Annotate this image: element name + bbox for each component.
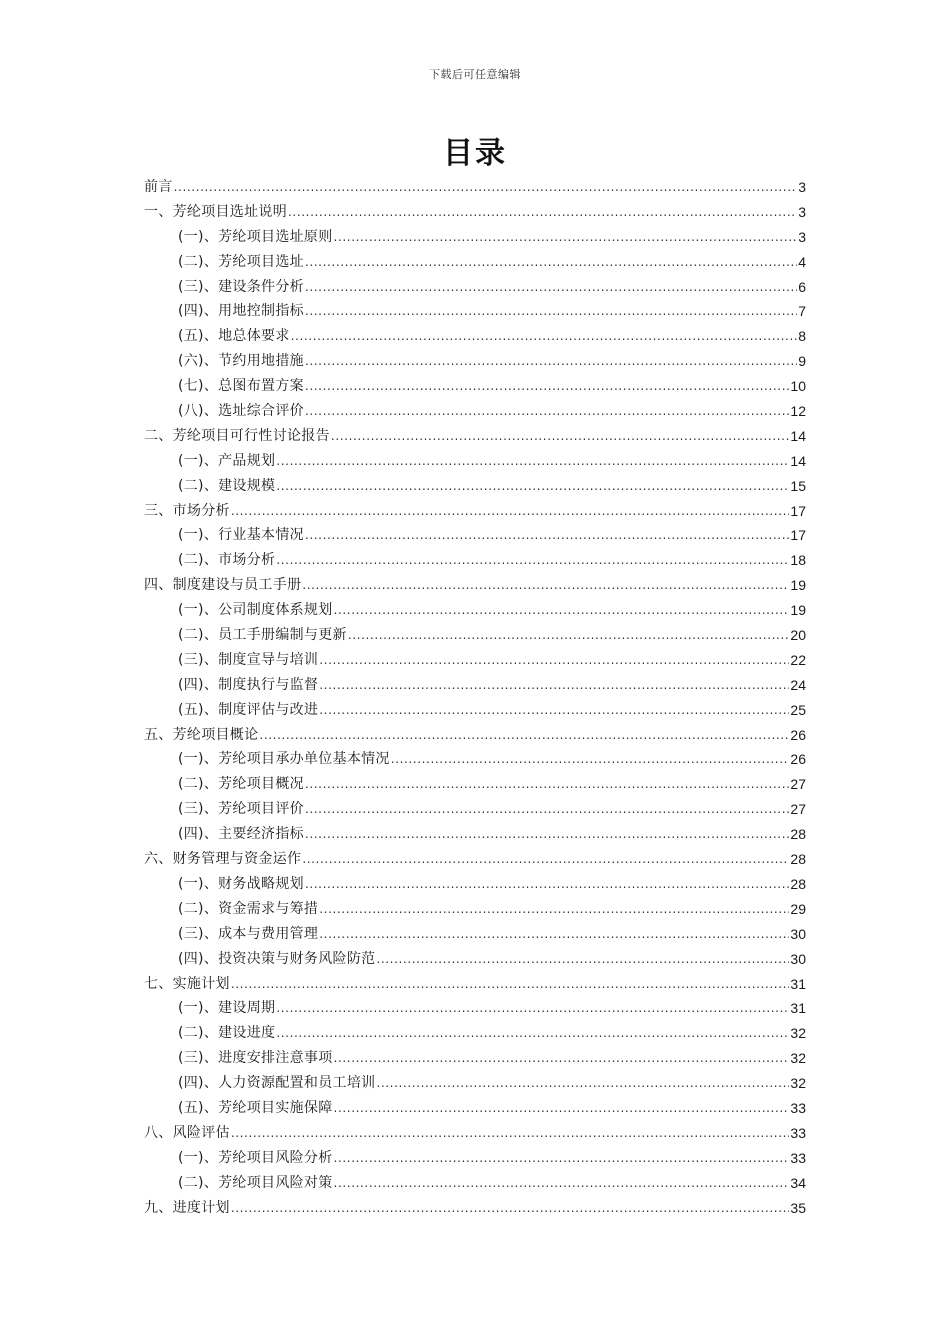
toc-entry[interactable] bbox=[144, 947, 806, 972]
toc-entry[interactable] bbox=[144, 324, 806, 349]
toc-entry[interactable] bbox=[144, 449, 806, 474]
toc-dot-leader bbox=[305, 399, 789, 424]
toc-dot-leader bbox=[331, 424, 790, 449]
toc-entry-label: 二、芳纶项目可行性讨论报告 bbox=[144, 427, 330, 444]
toc-entry[interactable] bbox=[144, 847, 806, 872]
toc-entry[interactable] bbox=[144, 250, 806, 275]
toc-entry-page-number: 30 bbox=[790, 950, 806, 967]
toc-dot-leader bbox=[334, 598, 790, 623]
toc-entry[interactable] bbox=[144, 200, 806, 225]
toc-entry[interactable] bbox=[144, 275, 806, 300]
toc-entry-label: (二)、建设规模 bbox=[178, 477, 276, 494]
table-of-contents bbox=[144, 175, 806, 1220]
toc-entry-label: (四)、用地控制指标 bbox=[178, 303, 304, 320]
toc-entry-label: (一)、财务战略规划 bbox=[178, 875, 304, 892]
toc-entry-label: (四)、制度执行与监督 bbox=[178, 676, 319, 693]
toc-entry-label: (一)、建设周期 bbox=[178, 1000, 276, 1017]
toc-dot-leader bbox=[276, 548, 789, 573]
toc-entry[interactable] bbox=[144, 922, 806, 947]
toc-entry-label: 九、进度计划 bbox=[144, 1199, 230, 1216]
toc-entry-label: (二)、建设进度 bbox=[178, 1025, 276, 1042]
toc-entry-label: (五)、地总体要求 bbox=[178, 328, 290, 345]
toc-entry-page-number: 28 bbox=[790, 875, 806, 892]
toc-entry[interactable] bbox=[144, 225, 806, 250]
toc-entry-label: (一)、公司制度体系规划 bbox=[178, 602, 333, 619]
toc-entry-page-number: 32 bbox=[790, 1050, 806, 1067]
toc-entry-page-number: 14 bbox=[790, 427, 806, 444]
toc-dot-leader bbox=[231, 499, 790, 524]
toc-dot-leader bbox=[302, 573, 789, 598]
toc-entry-page-number: 10 bbox=[790, 378, 806, 395]
toc-dot-leader bbox=[276, 1021, 789, 1046]
toc-dot-leader bbox=[305, 822, 789, 847]
toc-dot-leader bbox=[334, 1171, 790, 1196]
toc-entry-label: 一、芳纶项目选址说明 bbox=[144, 203, 287, 220]
toc-entry-label: 八、风险评估 bbox=[144, 1124, 230, 1141]
toc-entry-page-number: 14 bbox=[790, 452, 806, 469]
toc-entry[interactable] bbox=[144, 1171, 806, 1196]
toc-entry[interactable] bbox=[144, 548, 806, 573]
toc-dot-leader bbox=[291, 324, 798, 349]
toc-entry[interactable] bbox=[144, 897, 806, 922]
toc-dot-leader bbox=[276, 449, 789, 474]
toc-entry-page-number: 19 bbox=[790, 577, 806, 594]
toc-entry[interactable] bbox=[144, 872, 806, 897]
toc-entry-page-number: 31 bbox=[790, 975, 806, 992]
toc-entry[interactable] bbox=[144, 1046, 806, 1071]
toc-entry-label: 三、市场分析 bbox=[144, 502, 230, 519]
toc-entry[interactable] bbox=[144, 996, 806, 1021]
toc-entry-page-number: 8 bbox=[798, 328, 806, 345]
toc-dot-leader bbox=[305, 797, 789, 822]
toc-entry[interactable] bbox=[144, 972, 806, 997]
toc-entry-page-number: 25 bbox=[790, 701, 806, 718]
toc-dot-leader bbox=[231, 972, 790, 997]
toc-entry-page-number: 19 bbox=[790, 602, 806, 619]
toc-entry-label: (二)、市场分析 bbox=[178, 552, 276, 569]
toc-dot-leader bbox=[376, 947, 789, 972]
toc-entry[interactable] bbox=[144, 1146, 806, 1171]
toc-entry-page-number: 17 bbox=[790, 502, 806, 519]
toc-entry-page-number: 24 bbox=[790, 676, 806, 693]
toc-entry[interactable] bbox=[144, 598, 806, 623]
toc-entry-label: (二)、芳纶项目选址 bbox=[178, 253, 304, 270]
toc-entry-label: (四)、投资决策与财务风险防范 bbox=[178, 950, 376, 967]
toc-entry[interactable] bbox=[144, 1121, 806, 1146]
toc-entry-page-number: 32 bbox=[790, 1025, 806, 1042]
toc-entry-label: (八)、选址综合评价 bbox=[178, 403, 304, 420]
toc-entry-label: (一)、芳纶项目选址原则 bbox=[178, 228, 333, 245]
toc-dot-leader bbox=[305, 872, 789, 897]
toc-entry[interactable] bbox=[144, 374, 806, 399]
toc-dot-leader bbox=[305, 349, 797, 374]
toc-dot-leader bbox=[391, 747, 790, 772]
toc-dot-leader bbox=[319, 648, 789, 673]
toc-entry-label: (七)、总图布置方案 bbox=[178, 378, 304, 395]
toc-entry-label: (二)、芳纶项目概况 bbox=[178, 776, 304, 793]
toc-entry-label: (一)、芳纶项目承办单位基本情况 bbox=[178, 751, 390, 768]
toc-entry-label: 前言 bbox=[144, 179, 173, 195]
toc-entry-label: (四)、主要经济指标 bbox=[178, 826, 304, 843]
toc-entry-page-number: 12 bbox=[790, 403, 806, 420]
toc-entry[interactable] bbox=[144, 424, 806, 449]
toc-dot-leader bbox=[305, 299, 797, 324]
toc-entry-page-number: 26 bbox=[790, 751, 806, 768]
toc-dot-leader bbox=[348, 623, 790, 648]
toc-entry[interactable] bbox=[144, 1021, 806, 1046]
toc-entry[interactable] bbox=[144, 623, 806, 648]
toc-entry[interactable] bbox=[144, 349, 806, 374]
toc-dot-leader bbox=[276, 996, 789, 1021]
toc-entry-page-number: 3 bbox=[798, 179, 806, 195]
toc-entry-page-number: 32 bbox=[790, 1075, 806, 1092]
toc-entry-page-number: 15 bbox=[790, 477, 806, 494]
toc-entry-page-number: 20 bbox=[790, 627, 806, 644]
toc-entry-label: (二)、芳纶项目风险对策 bbox=[178, 1174, 333, 1191]
toc-entry-label: (二)、资金需求与筹措 bbox=[178, 900, 319, 917]
toc-entry-page-number: 18 bbox=[790, 552, 806, 569]
toc-entry-page-number: 9 bbox=[798, 353, 806, 370]
toc-entry-label: (一)、产品规划 bbox=[178, 452, 276, 469]
toc-entry-label: (三)、建设条件分析 bbox=[178, 278, 304, 295]
toc-dot-leader bbox=[305, 275, 797, 300]
toc-entry-page-number: 17 bbox=[790, 527, 806, 544]
toc-entry-label: (一)、行业基本情况 bbox=[178, 527, 304, 544]
toc-entry[interactable] bbox=[144, 1096, 806, 1121]
toc-dot-leader bbox=[288, 200, 797, 225]
toc-entry-page-number: 28 bbox=[790, 851, 806, 868]
toc-entry-label: 五、芳纶项目概论 bbox=[144, 726, 259, 743]
toc-entry-page-number: 4 bbox=[798, 253, 806, 270]
toc-entry-page-number: 26 bbox=[790, 726, 806, 743]
toc-entry[interactable] bbox=[144, 573, 806, 598]
toc-entry[interactable] bbox=[144, 1196, 806, 1221]
toc-entry[interactable] bbox=[144, 1071, 806, 1096]
toc-entry-label: (三)、进度安排注意事项 bbox=[178, 1050, 333, 1067]
toc-entry-page-number: 29 bbox=[790, 900, 806, 917]
toc-entry-page-number: 30 bbox=[790, 925, 806, 942]
toc-dot-leader bbox=[319, 673, 789, 698]
toc-entry-label: (一)、芳纶项目风险分析 bbox=[178, 1149, 333, 1166]
toc-entry-label: 四、制度建设与员工手册 bbox=[144, 577, 302, 594]
toc-dot-leader bbox=[259, 723, 789, 748]
toc-entry-label: (五)、制度评估与改进 bbox=[178, 701, 319, 718]
toc-entry[interactable] bbox=[144, 797, 806, 822]
toc-entry-page-number: 33 bbox=[790, 1124, 806, 1141]
toc-dot-leader bbox=[334, 1146, 790, 1171]
toc-dot-leader bbox=[305, 250, 797, 275]
toc-entry[interactable] bbox=[144, 474, 806, 499]
toc-entry-page-number: 33 bbox=[790, 1099, 806, 1116]
toc-entry[interactable] bbox=[144, 822, 806, 847]
toc-entry-page-number: 22 bbox=[790, 651, 806, 668]
toc-dot-leader bbox=[174, 175, 798, 200]
toc-entry[interactable] bbox=[144, 723, 806, 748]
toc-entry-page-number: 27 bbox=[790, 776, 806, 793]
toc-dot-leader bbox=[334, 225, 798, 250]
toc-entry[interactable] bbox=[144, 523, 806, 548]
toc-entry-page-number: 3 bbox=[798, 228, 806, 245]
toc-dot-leader bbox=[319, 698, 789, 723]
toc-entry-page-number: 34 bbox=[790, 1174, 806, 1191]
toc-entry[interactable] bbox=[144, 648, 806, 673]
toc-entry-label: (四)、人力资源配置和员工培训 bbox=[178, 1075, 376, 1092]
toc-entry-label: (三)、成本与费用管理 bbox=[178, 925, 319, 942]
toc-entry-page-number: 28 bbox=[790, 826, 806, 843]
toc-entry-label: (六)、节约用地措施 bbox=[178, 353, 304, 370]
toc-dot-leader bbox=[276, 474, 789, 499]
toc-dot-leader bbox=[302, 847, 789, 872]
page-title: 目录 bbox=[443, 136, 507, 171]
toc-entry[interactable] bbox=[144, 698, 806, 723]
toc-entry[interactable] bbox=[144, 399, 806, 424]
toc-entry-label: (五)、芳纶项目实施保障 bbox=[178, 1099, 333, 1116]
toc-dot-leader bbox=[319, 897, 789, 922]
toc-dot-leader bbox=[319, 922, 789, 947]
toc-entry-page-number: 35 bbox=[790, 1199, 806, 1216]
toc-entry[interactable] bbox=[144, 499, 806, 524]
toc-dot-leader bbox=[334, 1096, 790, 1121]
toc-dot-leader bbox=[305, 772, 789, 797]
toc-dot-leader bbox=[231, 1196, 790, 1221]
toc-entry-label: (三)、芳纶项目评价 bbox=[178, 801, 304, 818]
toc-dot-leader bbox=[376, 1071, 789, 1096]
toc-entry-label: (三)、制度宣导与培训 bbox=[178, 651, 319, 668]
toc-entry-page-number: 3 bbox=[798, 203, 806, 220]
toc-dot-leader bbox=[305, 523, 789, 548]
toc-entry-page-number: 33 bbox=[790, 1149, 806, 1166]
toc-entry[interactable] bbox=[144, 299, 806, 324]
toc-entry-page-number: 7 bbox=[798, 303, 806, 320]
toc-entry-page-number: 31 bbox=[790, 1000, 806, 1017]
toc-entry[interactable] bbox=[144, 673, 806, 698]
toc-entry-label: 六、财务管理与资金运作 bbox=[144, 851, 302, 868]
toc-dot-leader bbox=[231, 1121, 790, 1146]
toc-entry-page-number: 27 bbox=[790, 801, 806, 818]
toc-entry[interactable] bbox=[144, 175, 806, 200]
toc-dot-leader bbox=[305, 374, 789, 399]
toc-entry[interactable] bbox=[144, 772, 806, 797]
toc-entry-label: 七、实施计划 bbox=[144, 975, 230, 992]
toc-entry-page-number: 6 bbox=[798, 278, 806, 295]
toc-dot-leader bbox=[334, 1046, 790, 1071]
header-note: 下载后可任意编辑 bbox=[429, 68, 521, 81]
toc-entry[interactable] bbox=[144, 747, 806, 772]
toc-entry-label: (二)、员工手册编制与更新 bbox=[178, 627, 347, 644]
